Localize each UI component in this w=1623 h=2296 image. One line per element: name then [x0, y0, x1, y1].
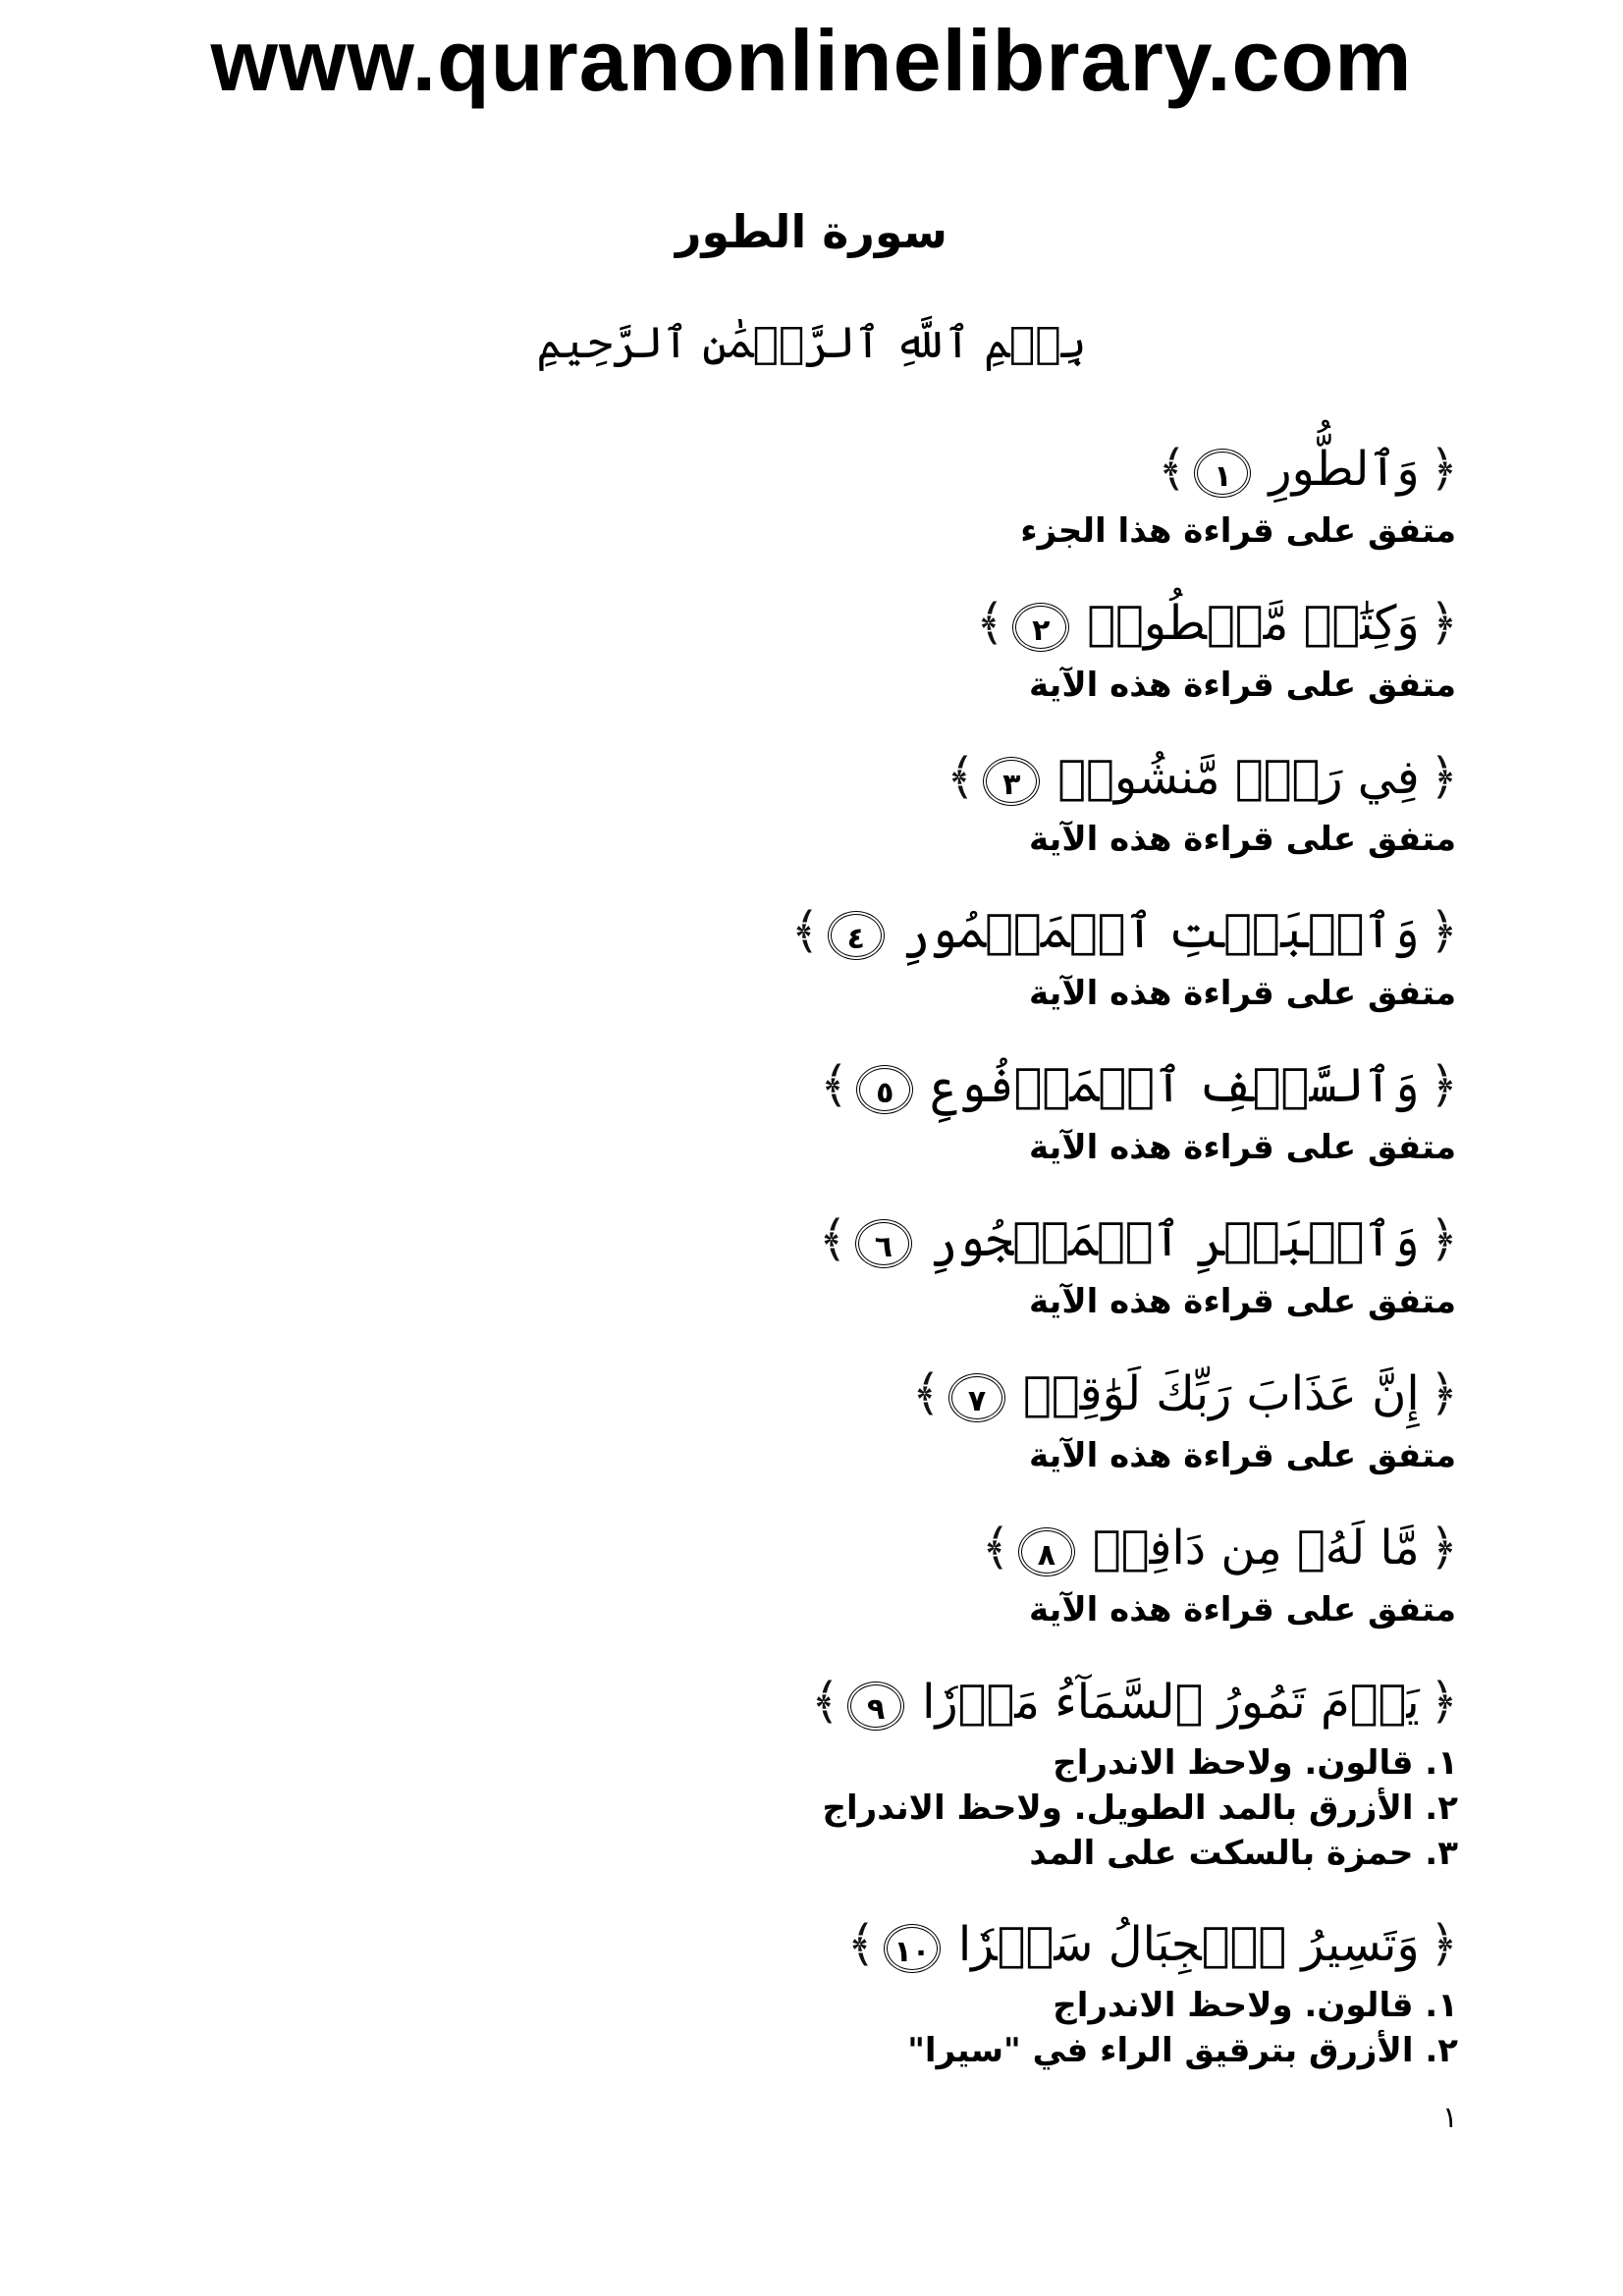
ornate-bracket-close: ﴾ [1158, 440, 1187, 497]
ornate-bracket-close: ﴾ [790, 902, 820, 959]
verse-block-9 [299, 1663, 1458, 1876]
ornate-bracket-open: ﴿ [1429, 1056, 1458, 1113]
site-url-header: www.quranonlinelibrary.com [210, 12, 1413, 109]
recitation-note-item: ٣. حمزة بالسكت على المد [1029, 1834, 1458, 1873]
verse-text: مَّا لَهُۥ مِن دَافِعٖ [1092, 1521, 1420, 1575]
ornate-bracket-open: ﴿ [1429, 1364, 1458, 1421]
verse-line [299, 738, 1458, 816]
recitation-note: متفق على قراءة هذه الآية [1028, 1436, 1456, 1475]
verse-text: يَوۡمَ تَمُورُ ٱلسَّمَآءُ مَوۡرٗا [922, 1675, 1420, 1730]
ornate-bracket-close: ﴾ [819, 1056, 849, 1113]
ornate-bracket-close: ﴾ [981, 1519, 1010, 1575]
ornate-bracket-close: ﴾ [946, 748, 976, 805]
ornate-bracket-open: ﴿ [1429, 1210, 1458, 1267]
verse-block-3 [299, 738, 1458, 863]
ornate-bracket-open: ﴿ [1429, 902, 1458, 959]
recitation-note: متفق على قراءة هذه الآية [1028, 1282, 1456, 1321]
verse-line [299, 1046, 1458, 1124]
ornate-bracket-close: ﴾ [975, 594, 1005, 651]
ornate-bracket-open: ﴿ [1429, 748, 1458, 805]
verse-block-2 [299, 584, 1458, 709]
recitation-note: متفق على قراءة هذا الجزء [1020, 511, 1456, 551]
verse-line [299, 1355, 1458, 1432]
recitation-note-item: ٢. الأزرق بترقيق الراء في "سيرا" [907, 2031, 1458, 2070]
verse-line [299, 1905, 1458, 1983]
verse-text: إِنَّ عَذَابَ رَبِّكَ لَوَٰقِعٞ [1023, 1366, 1420, 1421]
ayah-number-marker: ٤ [828, 911, 885, 960]
verse-text: وَكِتَٰبٖ مَّسۡطُورٖ [1087, 596, 1420, 651]
verse-block-8 [299, 1509, 1458, 1633]
ayah-number-marker: ٢ [1012, 603, 1069, 652]
ornate-bracket-open: ﴿ [1429, 1915, 1458, 1972]
ayah-number-marker: ٥ [856, 1065, 913, 1114]
verse-line [299, 1201, 1458, 1278]
verse-block-7 [299, 1355, 1458, 1479]
ornate-bracket-close: ﴾ [818, 1210, 847, 1267]
verse-text: وَٱلۡبَحۡرِ ٱلۡمَسۡجُورِ [929, 1212, 1420, 1267]
ayah-number-marker: ٨ [1018, 1527, 1075, 1576]
verse-text: وَتَسِيرُ ٱلۡجِبَالُ سَيۡرٗا [957, 1917, 1420, 1972]
verse-text: فِي رَقّٖ مَّنشُورٖ [1057, 750, 1420, 805]
surah-title: سورة الطور [676, 205, 947, 258]
ornate-bracket-open: ﴿ [1429, 594, 1458, 651]
recitation-note-item: ٢. الأزرق بالمد الطويل. ولاحظ الاندراج [822, 1789, 1458, 1828]
verse-block-6 [299, 1201, 1458, 1325]
verses-section [299, 430, 1458, 2103]
verse-line [299, 430, 1458, 507]
ornate-bracket-open: ﴿ [1429, 1519, 1458, 1575]
recitation-note: متفق على قراءة هذه الآية [1028, 820, 1456, 859]
ornate-bracket-open: ﴿ [1429, 1673, 1458, 1730]
ayah-number-marker: ٩ [847, 1682, 904, 1731]
verse-line [299, 1663, 1458, 1740]
verse-text: وَٱلسَّقۡفِ ٱلۡمَرۡفُوعِ [931, 1058, 1420, 1113]
ayah-number-marker: ٦ [855, 1219, 912, 1268]
recitation-note: متفق على قراءة هذه الآية [1028, 974, 1456, 1013]
recitation-notes-list [299, 1740, 1458, 1876]
ornate-bracket-close: ﴾ [810, 1673, 840, 1730]
ayah-number-marker: ٣ [983, 757, 1040, 806]
recitation-note: متفق على قراءة هذه الآية [1028, 666, 1456, 705]
recitation-note: متفق على قراءة هذه الآية [1028, 1590, 1456, 1629]
verse-text: وَٱلطُّورِ [1269, 442, 1420, 497]
verse-line [299, 584, 1458, 662]
ayah-number-marker: ٧ [948, 1373, 1005, 1422]
verse-block-4 [299, 892, 1458, 1017]
recitation-note-item: ١. قالون. ولاحظ الاندراج [1053, 1986, 1458, 2025]
verse-block-10 [299, 1905, 1458, 2073]
ornate-bracket-open: ﴿ [1429, 440, 1458, 497]
ornate-bracket-close: ﴾ [911, 1364, 942, 1421]
verse-block-1 [299, 430, 1458, 555]
ayah-number-marker: ١٠ [884, 1924, 941, 1973]
verse-line [299, 1509, 1458, 1586]
recitation-note: متفق على قراءة هذه الآية [1028, 1128, 1456, 1167]
ornate-bracket-close: ﴾ [846, 1915, 876, 1972]
basmala: بِسۡمِ ٱللَّهِ ٱلرَّحۡمَٰنِ ٱلرَّحِيمِ [536, 318, 1087, 368]
recitation-note-item: ١. قالون. ولاحظ الاندراج [1053, 1743, 1458, 1783]
verse-block-5 [299, 1046, 1458, 1171]
ayah-number-marker: ١ [1194, 449, 1251, 498]
verse-line [299, 892, 1458, 970]
page-number: ١ [1441, 2101, 1458, 2135]
verse-text: وَٱلۡبَيۡتِ ٱلۡمَعۡمُورِ [901, 904, 1420, 959]
recitation-notes-list [299, 1983, 1458, 2073]
